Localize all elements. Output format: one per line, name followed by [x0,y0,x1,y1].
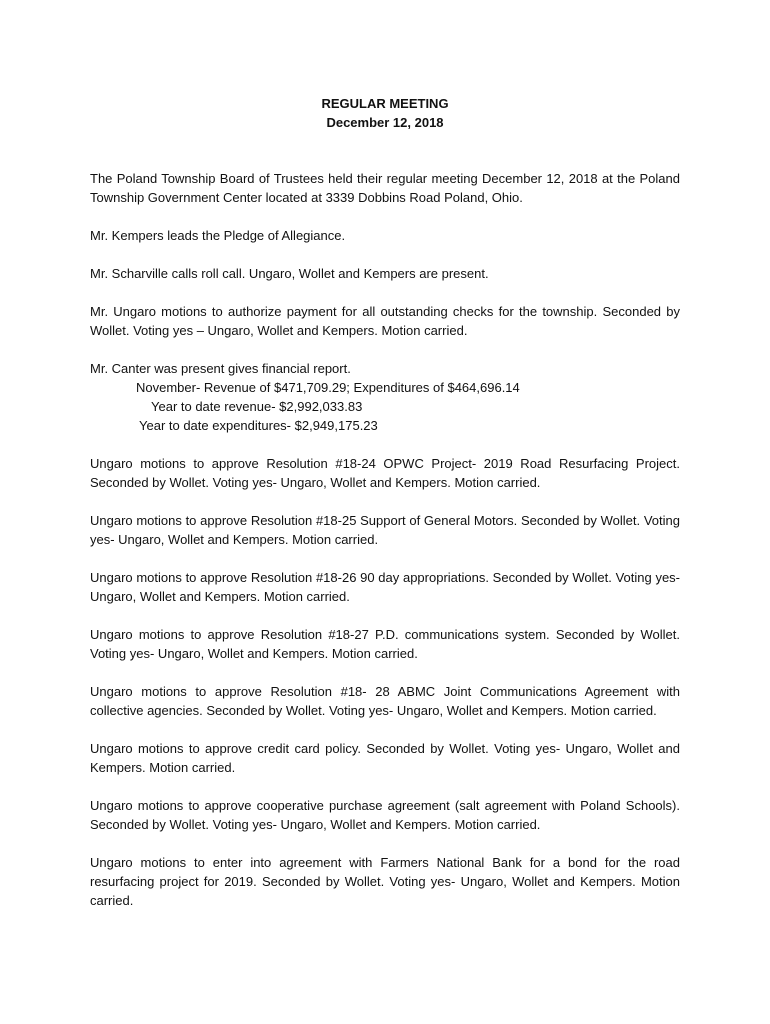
motion-paragraph: Ungaro motions to approve credit card policy. Seconded by Wollet. Voting yes- Ungaro, Wollet and Kempers. Motion carried. [90,741,680,775]
november-figures: November- Revenue of $471,709.29; Expenditures of $464,696.14 [136,380,520,395]
financial-intro: Mr. Canter was present gives financial report. [90,361,351,376]
motion-paragraph: Ungaro motions to approve Resolution #18-24 OPWC Project- 2019 Road Resurfacing Project. Seconded by Wollet. Voting yes- Ungaro, Wollet and Kempers. Motion carried. [90,456,680,490]
ytd-revenue: Year to date revenue- $2,992,033.83 [151,399,363,414]
minutes-body [90,169,680,929]
motion-paragraph: Ungaro motions to approve Resolution #18-26 90 day appropriations. Seconded by Wollet. Voting yes- Ungaro, Wollet and Kempers. Motion carried. [90,570,680,604]
financial-report [90,359,680,435]
ytd-expenditures: Year to date expenditures- $2,949,175.23 [139,418,378,433]
opening-paragraph: The Poland Township Board of Trustees held their regular meeting December 12, 2018 at the Poland Township Government Center located at 3339 Dobbins Road Poland, Ohio. [90,171,680,205]
motion-paragraph: Ungaro motions to approve Resolution #18-27 P.D. communications system. Seconded by Wollet. Voting yes- Ungaro, Wollet and Kempers. Motion carried. [90,627,680,661]
motion-paragraph: Ungaro motions to approve Resolution #18-25 Support of General Motors. Seconded by Wollet. Voting yes- Ungaro, Wollet and Kempers. Motion carried. [90,513,680,547]
payment-motion-paragraph: Mr. Ungaro motions to authorize payment for all outstanding checks for the township. Seconded by Wollet. Voting yes – Ungaro, Wollet and Kempers. Motion carried. [90,304,680,338]
motion-paragraph: Ungaro motions to approve Resolution #18- 28 ABMC Joint Communications Agreement with collective agencies. Seconded by Wollet. Voting yes- Ungaro, Wollet and Kempers. Motion carried. [90,684,680,718]
pledge-paragraph: Mr. Kempers leads the Pledge of Allegiance. [90,228,346,243]
motion-paragraph: Ungaro motions to enter into agreement with Farmers National Bank for a bond for the road resurfacing project for 2019. Seconded by Wollet. Voting yes- Ungaro, Wollet and Kempers. Motion carried. [90,855,680,908]
motion-paragraph: Ungaro motions to approve cooperative purchase agreement (salt agreement with Poland Schools). Seconded by Wollet. Voting yes- Ungaro, Wollet and Kempers. Motion carried. [90,798,680,832]
meeting-date: December 12, 2018 [326,115,444,130]
roll-call-paragraph: Mr. Scharville calls roll call. Ungaro, Wollet and Kempers are present. [90,266,489,281]
document-title: REGULAR MEETING [321,96,449,111]
